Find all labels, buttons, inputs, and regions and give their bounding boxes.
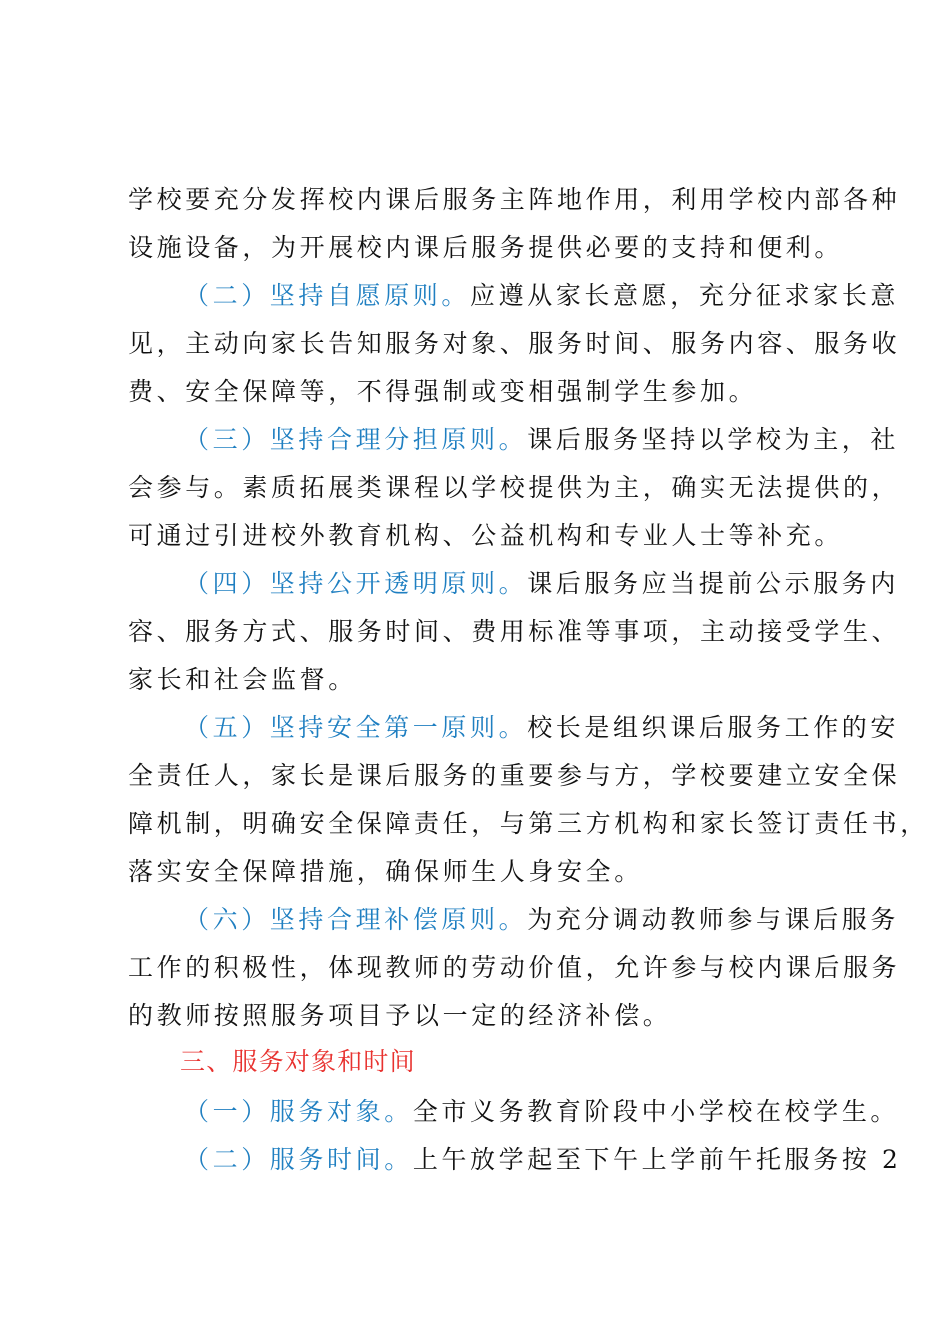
principle-heading: （二）坚持自愿原则。	[184, 281, 471, 310]
principle-text: 课后服务坚持以学校为主，社	[527, 425, 900, 454]
body-line: 学校要充分发挥校内课后服务主阵地作用，利用学校内部各种	[128, 185, 901, 214]
principle-text: 应遵从家长意愿，充分征求家长意	[470, 281, 900, 310]
body-line: 工作的积极性，体现教师的劳动价值，允许参与校内课后服务	[128, 953, 901, 982]
body-line: 容、服务方式、服务时间、费用标准等事项，主动接受学生、	[128, 617, 901, 646]
item-text: 全市义务教育阶段中小学校在校学生。	[412, 1097, 900, 1126]
principle-5-paragraph	[184, 712, 899, 744]
service-time-paragraph	[184, 1144, 901, 1176]
body-line: 的教师按照服务项目予以一定的经济补偿。	[128, 1001, 672, 1030]
body-line: 家长和社会监督。	[128, 665, 357, 694]
principle-heading: （六）坚持合理补偿原则。	[184, 905, 528, 934]
body-line: 障机制，明确安全保障责任，与第三方机构和家长签订责任书，	[128, 809, 929, 838]
principle-heading: （五）坚持安全第一原则。	[184, 713, 528, 742]
body-line: 可通过引进校外教育机构、公益机构和专业人士等补充。	[128, 521, 844, 550]
body-line: 设施设备，为开展校内课后服务提供必要的支持和便利。	[128, 233, 844, 262]
principle-6-paragraph	[184, 904, 899, 936]
body-line: 费、安全保障等，不得强制或变相强制学生参加。	[128, 377, 758, 406]
principle-text: 课后服务应当提前公示服务内	[527, 569, 900, 598]
item-text: 上午放学起至下午上学前午托服务按 2	[412, 1145, 902, 1174]
item-heading: （二）服务时间。	[184, 1145, 413, 1174]
principle-4-paragraph	[184, 568, 899, 600]
item-heading: （一）服务对象。	[184, 1097, 413, 1126]
body-line: 会参与。素质拓展类课程以学校提供为主，确实无法提供的，	[128, 473, 901, 502]
body-line: 见，主动向家长告知服务对象、服务时间、服务内容、服务收	[128, 329, 901, 358]
principle-heading: （三）坚持合理分担原则。	[184, 425, 528, 454]
principle-text: 为充分调动教师参与课后服务	[527, 905, 900, 934]
service-target-paragraph	[184, 1096, 899, 1128]
principle-text: 校长是组织课后服务工作的安	[527, 713, 900, 742]
principle-2-paragraph	[184, 280, 899, 312]
principle-3-paragraph	[184, 424, 899, 456]
principle-heading: （四）坚持公开透明原则。	[184, 569, 528, 598]
body-line: 全责任人，家长是课后服务的重要参与方，学校要建立安全保	[128, 761, 901, 790]
body-line: 落实安全保障措施，确保师生人身安全。	[128, 857, 643, 886]
section-heading: 三、服务对象和时间	[180, 1047, 416, 1076]
